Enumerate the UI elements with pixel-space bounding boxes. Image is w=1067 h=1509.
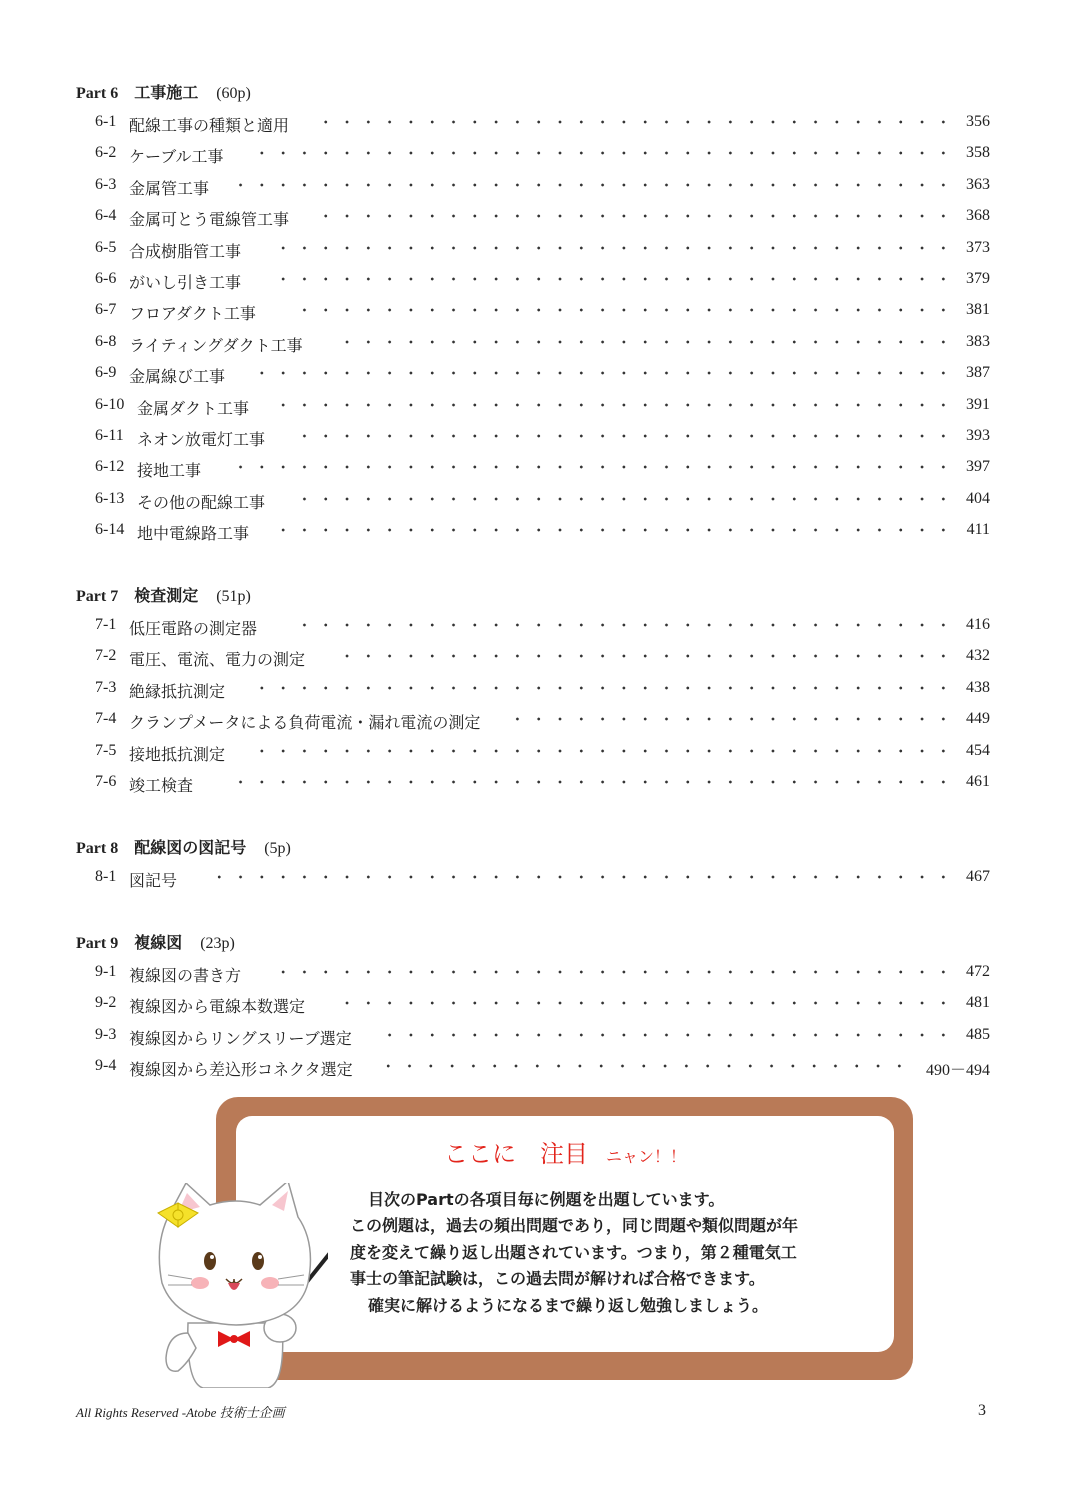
cat-mascot-illustration [148,1183,328,1388]
entry-number: 6-11 [95,427,124,444]
entry-title: ライティングダクト工事 [129,335,303,355]
entry-title: その他の配線工事 [137,492,266,512]
entry-title: 絶縁抵抗測定 [129,681,226,701]
entry-number: 6-8 [95,332,117,350]
part-heading [76,583,251,606]
entry-title: 竣工検査 [129,776,194,795]
toc-entry [95,710,990,734]
part-heading [76,80,251,103]
part-title: 配線図の図記号 [134,838,247,857]
dot-leader [287,308,954,312]
entry-title: 複線図から差込形コネクタ選定 [129,1060,353,1080]
entry-number: 7-5 [95,741,117,759]
toc-entry [95,364,990,388]
entry-title: フロアダクト工事 [129,304,256,324]
dot-leader [271,246,954,250]
entry-number: 8-1 [95,868,117,885]
dot-leader [383,1033,954,1037]
entry-number: 6-10 [95,395,125,413]
dot-leader [295,497,954,501]
part-heading [76,835,291,858]
entry-number: 9-1 [95,963,117,980]
entry-number: 6-4 [95,207,117,225]
toc-entry [95,239,990,263]
dot-leader [383,1064,910,1068]
entry-title: ケーブル工事 [129,147,224,167]
part-name: Part 9 [76,935,119,952]
entry-number: 7-4 [95,710,117,728]
copyright-footer: All Rights Reserved -Atobe 技術士企画 [76,1405,285,1420]
entry-number: 9-4 [95,1057,117,1075]
entry-page: 381 [966,301,990,319]
dot-leader [319,214,954,218]
entry-page: 416 [966,616,990,633]
page-number: 3 [978,1402,986,1419]
dot-leader [207,875,954,879]
dot-leader [511,717,954,721]
toc-entry [95,679,990,703]
dot-leader [255,151,954,155]
entry-page: 472 [966,963,990,980]
toc-entry [95,144,990,168]
dot-leader [287,623,954,627]
entry-title: クランプメータによる負荷電流・漏れ電流の測定 [129,713,481,733]
entry-number: 6-9 [95,364,117,382]
entry-title: 接地工事 [137,461,202,481]
notice-line-4: 事士の筆記試験は，この過去問が解ければ合格できます。 [350,1269,765,1288]
toc-entry [95,427,990,451]
entry-page: 363 [966,175,990,193]
entry-number: 6-1 [95,113,117,130]
entry-page: 383 [966,332,990,350]
toc-entry [95,773,990,797]
dot-leader [335,654,954,658]
entry-number: 6-6 [95,270,117,287]
entry-title: 金属可とう電線管工事 [129,210,290,230]
entry-title: 複線図からリングスリーブ選定 [129,1028,352,1048]
part-page-count: (51p) [216,588,251,605]
dot-leader [271,277,954,281]
dot-leader [295,434,954,438]
entry-page: 449 [966,710,990,728]
dot-leader [335,1001,954,1005]
entry-number: 6-5 [95,238,117,256]
notice-line-3: 度を変えて繰り返し出題されています。つまり，第２種電気工 [350,1243,797,1262]
toc-entry [95,647,990,671]
entry-page: 373 [966,238,990,256]
entry-number: 7-6 [95,773,117,790]
entry-page: 485 [966,1025,990,1043]
entry-number: 7-2 [95,647,117,665]
toc-entry [95,616,990,640]
entry-page: 404 [966,489,990,507]
notice-title: ここに 注目 ニャン！！ [443,1140,686,1168]
dot-leader [271,970,954,974]
entry-page: 391 [966,395,990,413]
dot-leader [255,749,954,753]
entry-number: 7-1 [95,616,117,633]
toc-entry [95,868,990,892]
entry-title: 電圧、電流、電力の測定 [129,650,306,670]
toc-entry [95,301,990,325]
toc-entry [95,521,990,545]
entry-page: 397 [966,458,990,476]
notice-nyan: ニャン！！ [605,1147,686,1166]
toc-entry [95,742,990,766]
dot-leader [279,403,954,407]
part-page-count: (5p) [264,840,291,857]
notice-line-1: 目次のPartの各項目毎に例題を出題しています。 [368,1190,725,1209]
entry-number: 6-12 [95,458,125,476]
toc-entry [95,490,990,514]
entry-number: 6-2 [95,144,117,162]
entry-page: 490－494 [925,1062,990,1080]
entry-page: 454 [966,741,990,759]
entry-number: 6-3 [95,175,117,193]
dot-leader [223,780,954,784]
entry-title: がいし引き工事 [129,273,242,292]
entry-title: 複線図の書き方 [129,966,242,985]
entry-number: 6-13 [95,489,125,507]
entry-title: 複線図から電線本数選定 [129,997,306,1017]
entry-title: 金属ダクト工事 [137,398,250,418]
entry-number: 6-14 [95,521,125,539]
entry-title: 地中電線路工事 [137,524,250,544]
toc-entry [95,113,990,137]
notice-line-5: 確実に解けるようになるまで繰り返し勉強しましょう。 [368,1296,769,1315]
entry-page: 393 [966,427,990,444]
entry-number: 9-3 [95,1025,117,1043]
toc-entry [95,1057,990,1081]
toc-entry [95,1026,990,1050]
entry-title: 配線工事の種類と適用 [129,116,290,135]
toc-entry [95,333,990,357]
entry-number: 9-2 [95,994,117,1012]
part-title: 工事施工 [134,83,199,102]
dot-leader [255,371,954,375]
toc-entry [95,994,990,1018]
entry-title: 金属管工事 [129,178,210,198]
part-name: Part 7 [76,588,119,605]
entry-page: 358 [966,144,990,162]
part-page-count: (23p) [200,935,235,952]
entry-title: 低圧電路の測定器 [129,619,258,638]
entry-page: 379 [966,270,990,287]
entry-title: 接地抵抗測定 [129,744,226,764]
entry-number: 7-3 [95,678,117,696]
entry-page: 481 [966,994,990,1012]
toc-entry [95,270,990,294]
entry-page: 467 [966,868,990,885]
part-name: Part 6 [76,85,119,102]
part-heading [76,930,235,953]
entry-page: 411 [966,521,990,539]
entry-page: 438 [966,678,990,696]
entry-page: 387 [966,364,990,382]
entry-page: 432 [966,647,990,665]
dot-leader [239,183,954,187]
entry-title: 合成樹脂管工事 [129,241,242,261]
toc-entry [95,963,990,987]
toc-entry [95,176,990,200]
dot-leader [231,465,954,469]
part-page-count: (60p) [216,85,251,102]
toc-entry [95,458,990,482]
entry-page: 461 [966,773,990,790]
part-title: 検査測定 [134,586,199,605]
entry-page: 368 [966,207,990,225]
notice-line-2: この例題は，過去の頻出問題であり，同じ問題や類似問題が年 [350,1216,799,1235]
dot-leader [255,686,954,690]
entry-title: ネオン放電灯工事 [137,430,266,449]
dot-leader [335,340,954,344]
entry-title: 図記号 [129,871,178,890]
toc-entry [95,396,990,420]
entry-title: 金属線び工事 [129,367,226,387]
part-title: 複線図 [134,933,183,952]
toc-entry [95,207,990,231]
entry-number: 6-7 [95,301,117,319]
part-name: Part 8 [76,840,119,857]
entry-page: 356 [966,113,990,130]
dot-leader [319,120,954,124]
dot-leader [279,528,954,532]
